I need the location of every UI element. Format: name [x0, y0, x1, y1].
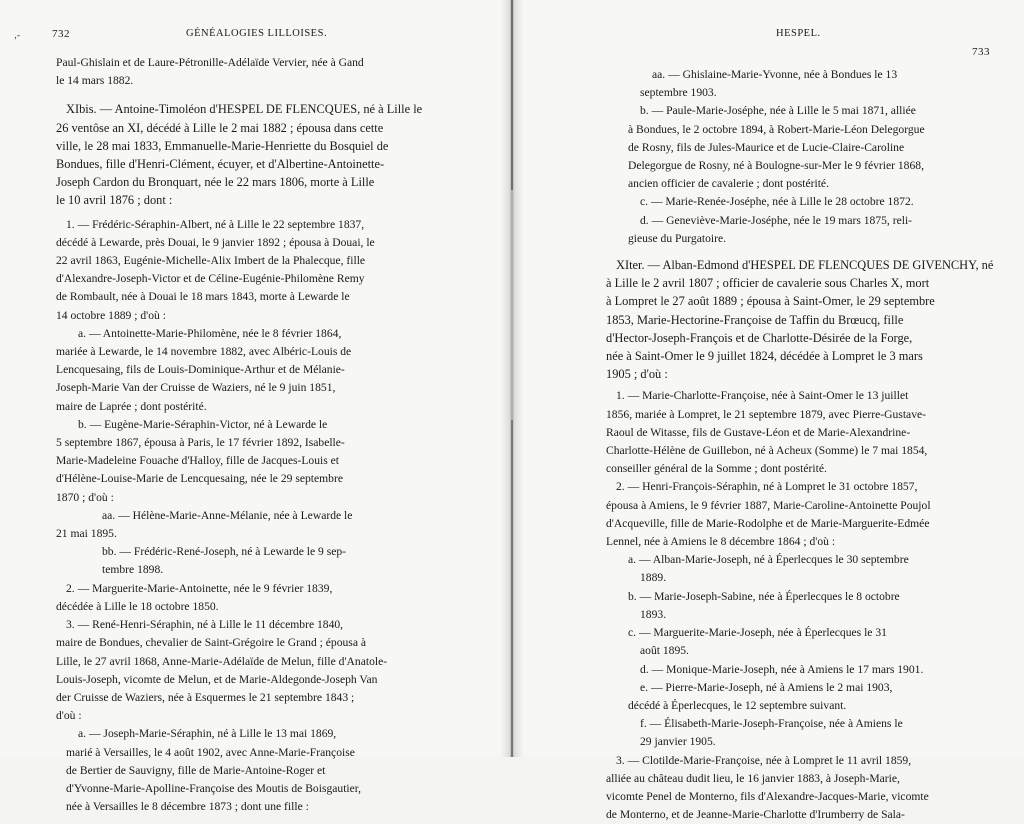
left-text-line: Joseph Cardon du Bronquart, née le 22 mars 1806, morte à Lille — [56, 175, 375, 190]
right-running-head: HESPEL. — [776, 28, 821, 39]
left-text-line: ville, le 28 mai 1833, Emmanuelle-Marie-Henriette du Bosquiel de — [56, 138, 389, 153]
left-text-line: marié à Versailles, le 4 août 1902, avec Anne-Marie-Françoise — [66, 745, 355, 759]
left-text-line: maire de Laprée ; dont postérité. — [56, 399, 207, 413]
right-text-line: 1893. — [640, 607, 667, 621]
left-text-line: d'Alexandre-Joseph-Victor et de Céline-Eugénie-Philomène Remy — [56, 272, 365, 286]
right-text-line: 1905 ; d'où : — [606, 367, 668, 382]
left-text-line: Bondues, fille d'Henri-Clément, écuyer, et d'Albertine-Antoinette- — [56, 157, 385, 172]
right-text-line: ancien officier de cavalerie ; dont postérité. — [628, 177, 829, 191]
right-text-line: 2. — Henri-François-Séraphin, né à Lompret le 31 octobre 1857, — [616, 480, 918, 494]
left-text-line: 3. — René-Henri-Séraphin, né à Lille le 11 décembre 1840, — [66, 618, 344, 632]
right-text-line: gieuse du Purgatoire. — [628, 231, 726, 245]
left-text-line: 21 mai 1895. — [56, 527, 117, 541]
right-text-line: septembre 1903. — [640, 86, 717, 100]
left-text-line: tembre 1898. — [102, 563, 164, 577]
right-text-line: d'Hector-Joseph-François et de Charlotte-Désirée de la Forge, — [606, 330, 913, 345]
right-text-line: née à Saint-Omer le 9 juillet 1824, décédée à Lompret le 3 mars — [606, 349, 923, 364]
left-text-line: a. — Antoinette-Marie-Philomène, née le 8 février 1864, — [78, 326, 342, 340]
right-text-line: vicomte Penel de Monterno, fils d'Alexandre-Jacques-Marie, vicomte — [606, 789, 929, 803]
left-running-head: GÉNÉALOGIES LILLOISES. — [186, 28, 328, 39]
right-text-line: e. — Pierre-Marie-Joseph, né à Amiens le 2 mai 1903, — [640, 680, 893, 694]
right-text-line: à Bondues, le 2 octobre 1894, à Robert-Marie-Léon Delegorgue — [628, 122, 925, 136]
right-text-line: à Lompret le 27 août 1889 ; épousa à Saint-Omer, le 29 septembre — [606, 294, 935, 309]
left-text-line: de Rombault, née à Douai le 18 mars 1843, morte à Lewarde le — [56, 290, 350, 304]
right-text-line: alliée au château dudit lieu, le 16 janvier 1883, à Joseph-Marie, — [606, 771, 900, 785]
right-text-line: de Monterno, et de Jeanne-Marie-Charlotte d'Irumberry de Sala- — [606, 808, 905, 822]
left-text-line: b. — Eugène-Marie-Séraphin-Victor, né à Lewarde le — [78, 417, 328, 431]
left-text-line: le 14 mars 1882. — [56, 74, 134, 88]
right-text-line: Lennel, née à Amiens le 8 décembre 1864 ; d'où : — [606, 535, 836, 549]
left-text-line: 1. — Frédéric-Séraphin-Albert, né à Lille le 22 septembre 1837, — [66, 217, 365, 231]
left-text-line: aa. — Hélène-Marie-Anne-Mélanie, née à Lewarde le — [102, 508, 353, 522]
right-text-line: a. — Alban-Marie-Joseph, né à Éperlecques le 30 septembre — [628, 553, 909, 567]
right-text-line: c. — Marie-Renée-Joséphe, née à Lille le 28 octobre 1872. — [640, 195, 914, 209]
left-text-line: 26 ventôse an XI, décédé à Lille le 2 mai 1882 ; épousa dans cette — [56, 120, 384, 135]
right-text-line: d. — Monique-Marie-Joseph, née à Amiens le 17 mars 1901. — [640, 662, 924, 676]
right-page-number: 733 — [972, 46, 990, 58]
left-text-line: der Cruisse de Waziers, née à Esquermes le 21 septembre 1843 ; — [56, 690, 355, 704]
right-page-text — [606, 66, 994, 824]
left-text-line: d'Hélène-Louise-Marie de Lencquesaing, née le 29 septembre — [56, 472, 343, 486]
right-text-line: Charlotte-Hélène de Guillebon, né à Acheux (Somme) le 7 mai 1854, — [606, 444, 928, 458]
right-text-line: c. — Marguerite-Marie-Joseph, née à Éperlecques le 31 — [628, 626, 887, 640]
left-text-line: décédé à Lewarde, près Douai, le 9 janvier 1892 ; épousa à Douai, le — [56, 235, 375, 249]
left-text-line: Paul-Ghislain et de Laure-Pétronille-Adélaïde Vervier, née à Gand — [56, 56, 364, 69]
left-text-line: maire de Bondues, chevalier de Saint-Grégoire le Grand ; épousa à — [56, 636, 367, 650]
right-text-line: 1856, mariée à Lompret, le 21 septembre 1879, avec Pierre-Gustave- — [606, 407, 926, 421]
right-text-line: 1853, Marie-Hectorine-Françoise de Taffin du Brœucq, fille — [606, 312, 904, 327]
left-text-line: décédée à Lille le 18 octobre 1850. — [56, 599, 219, 613]
left-page — [0, 0, 512, 814]
left-text-line: d'Yvonne-Marie-Apolline-Françoise des Moutis de Boisgautier, — [66, 781, 362, 795]
left-text-line: 22 avril 1863, Eugénie-Michelle-Alix Imbert de la Phalecque, fille — [56, 254, 366, 268]
left-text-line: 2. — Marguerite-Marie-Antoinette, née le 9 février 1839, — [66, 581, 333, 595]
right-text-line: à Lille le 2 avril 1807 ; officier de cavalerie sous Charles X, mort — [606, 276, 930, 291]
left-text-line: Lencquesaing, fils de Louis-Dominique-Arthur et de Mélanie- — [56, 363, 345, 377]
right-text-line: f. — Élisabeth-Marie-Joseph-Françoise, née à Amiens le — [640, 717, 903, 731]
left-text-line: 14 octobre 1889 ; d'où : — [56, 308, 166, 322]
right-text-line: Delegorgue de Rosny, né à Boulogne-sur-Mer le 9 février 1868, — [628, 159, 924, 173]
left-text-line: de Bertier de Sauvigny, fille de Marie-Antoine-Roger et — [66, 763, 326, 777]
right-text-line: XIter. — Alban-Edmond d'HESPEL DE FLENCQUES DE GIVENCHY, né — [616, 258, 994, 273]
left-text-line: a. — Joseph-Marie-Séraphin, né à Lille le 13 mai 1869, — [78, 727, 337, 741]
right-text-line: conseiller général de la Somme ; dont postérité. — [606, 462, 827, 476]
right-text-line: décédé à Éperlecques, le 12 septembre suivant. — [628, 698, 847, 712]
right-text-line: d'Acqueville, fille de Marie-Rodolphe et de Marie-Marguerite-Edmée — [606, 516, 930, 530]
right-text-line: d. — Geneviève-Marie-Joséphe, née le 19 mars 1875, reli- — [640, 213, 913, 227]
right-text-line: de Rosny, fils de Jules-Maurice et de Lucie-Claire-Caroline — [628, 140, 905, 154]
right-text-line: 1889. — [640, 571, 667, 585]
left-page-number: 732 — [52, 28, 70, 40]
left-text-line: 1870 ; d'où : — [56, 490, 114, 504]
right-page — [512, 0, 1024, 822]
left-text-line: Louis-Joseph, vicomte de Melun, et de Marie-Aldegonde-Joseph Van — [56, 672, 378, 686]
left-text-line: née à Versailles le 8 décembre 1873 ; dont une fille : — [66, 800, 309, 814]
left-page-text — [56, 54, 423, 816]
right-text-line: Raoul de Witasse, fils de Gustave-Léon et de Marie-Alexandrine- — [606, 425, 911, 439]
right-text-line: 1. — Marie-Charlotte-Françoise, née à Saint-Omer le 13 juillet — [616, 389, 909, 403]
right-text-line: b. — Paule-Marie-Joséphe, née à Lille le 5 mai 1871, alliée — [640, 104, 916, 118]
left-text-line: bb. — Frédéric-René-Joseph, né à Lewarde le 9 sep- — [102, 545, 347, 559]
left-text-line: Joseph-Marie Van der Cruisse de Waziers, né le 9 juin 1851, — [56, 381, 336, 395]
margin-mark: ‚‐ — [14, 30, 20, 40]
right-text-line: aa. — Ghislaine-Marie-Yvonne, née à Bondues le 13 — [652, 68, 898, 81]
left-text-line: XIbis. — Antoine-Timoléon d'HESPEL DE FLENCQUES, né à Lille le — [66, 102, 423, 117]
right-text-line: b. — Marie-Joseph-Sabine, née à Éperlecques le 8 octobre — [628, 589, 900, 603]
left-text-line: 5 septembre 1867, épousa à Paris, le 17 février 1892, Isabelle- — [56, 436, 345, 450]
left-text-line: Marie-Madeleine Fouache d'Halloy, fille de Jacques-Louis et — [56, 454, 340, 468]
right-text-line: août 1895. — [640, 644, 689, 658]
left-text-line: le 10 avril 1876 ; dont : — [56, 193, 173, 208]
left-text-line: Lille, le 27 avril 1868, Anne-Marie-Adélaïde de Melun, fille d'Anatole- — [56, 654, 388, 668]
right-text-line: 3. — Clotilde-Marie-Françoise, née à Lompret le 11 avril 1859, — [616, 753, 912, 767]
right-text-line: 29 janvier 1905. — [640, 735, 716, 749]
left-text-line: d'où : — [56, 709, 82, 723]
left-text-line: mariée à Lewarde, le 14 novembre 1882, avec Albéric-Louis de — [56, 345, 352, 359]
right-text-line: épousa à Amiens, le 9 février 1887, Marie-Caroline-Antoinette Poujol — [606, 498, 931, 512]
